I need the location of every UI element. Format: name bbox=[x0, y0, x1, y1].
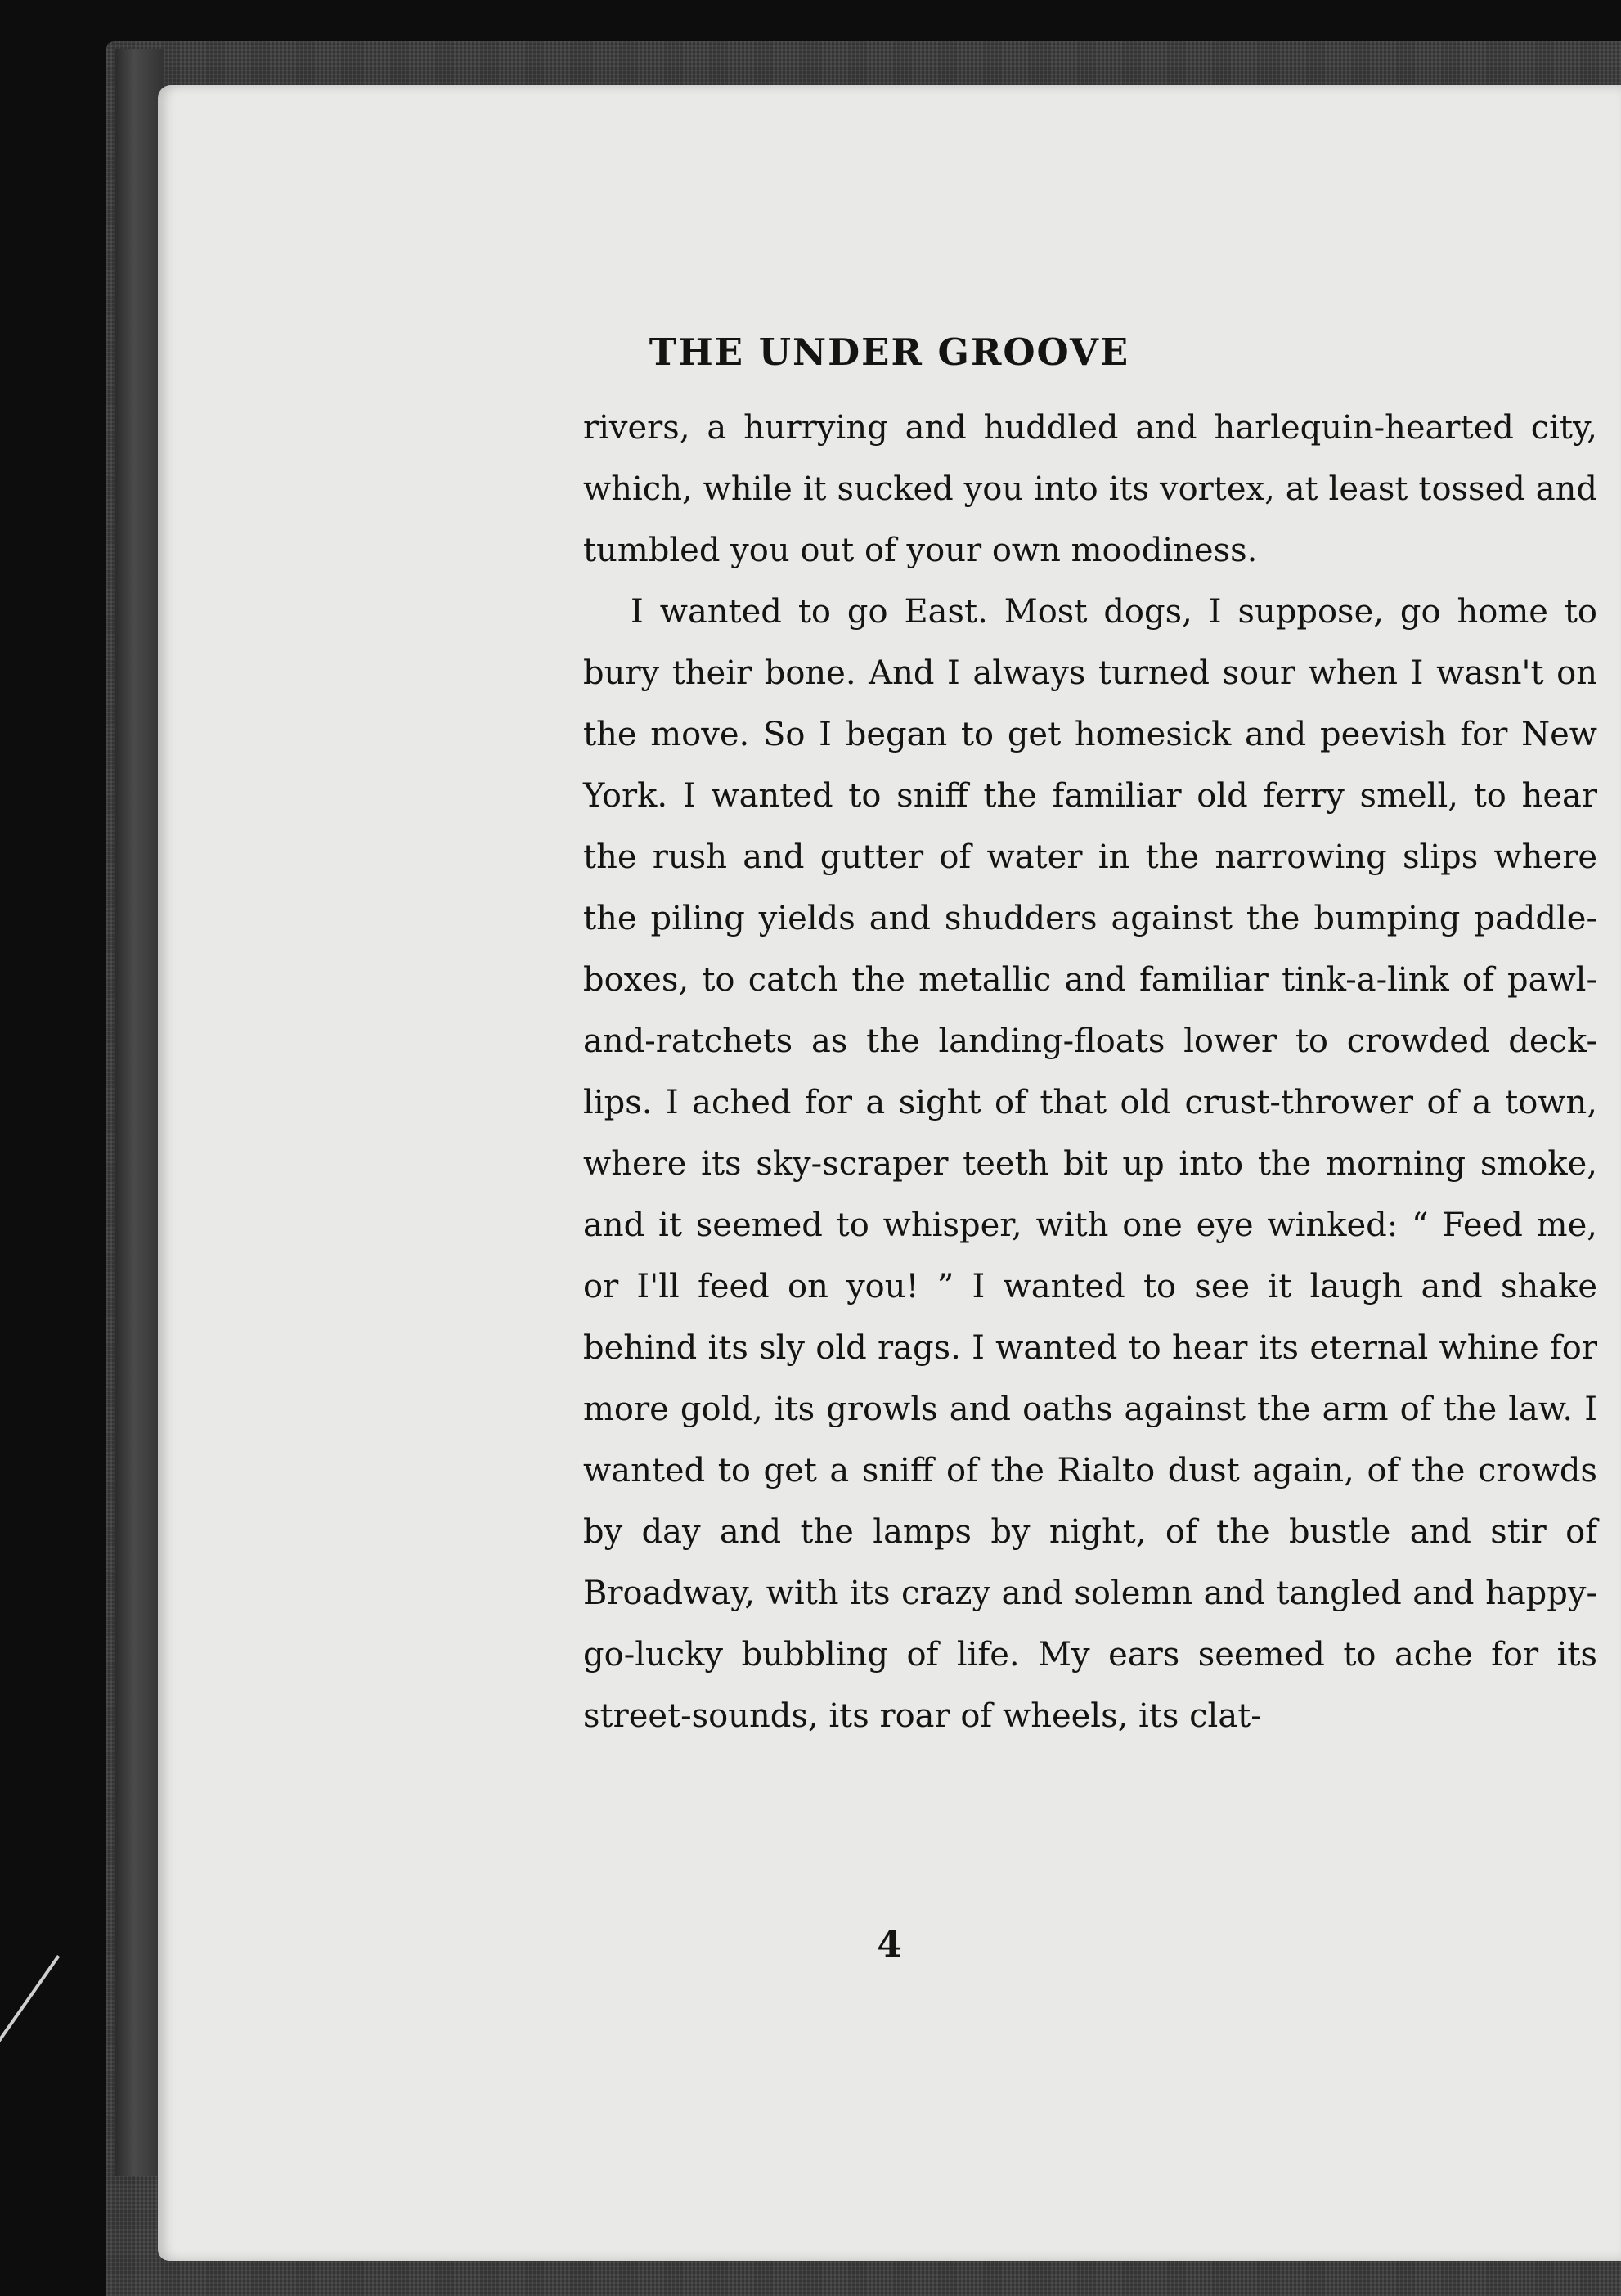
running-head: THE UNDER GROOVE bbox=[649, 330, 1130, 374]
paragraph: rivers, a hurrying and huddled and harlequin-hearted city, which, while it sucked you into its vortex, at least tossed and tumbled you out of your own moodiness. bbox=[583, 409, 1597, 569]
paragraph: I wanted to go East. Most dogs, I suppose, go home to bury their bone. And I always turned sour when I wasn't on the move. So I began to get homesick and peevish for New York. I wanted to sniff the familiar old ferry smell, to hear the rush and gutter of water in the narrowing slips where the piling yields and shudders against the bumping paddle-boxes, to catch the metallic and familiar tink-a-link of pawl-and-ratchets as the landing-floats lower to crowded deck-lips. I ached for a sight of that old crust-thrower of a town, where its sky-scraper teeth bit up into the morning smoke, and it seemed to whisper, with one eye winked: “ Feed me, or I'll feed on you! ” I wanted to see it laugh and shake behind its sly old rags. I wanted to hear its eternal whine for more gold, its growls and oaths against the arm of the law. I wanted to get a sniff of the Rialto dust again, of the crowds by day and the lamps by night, of the bustle and stir of Broadway, with its crazy and solemn and tangled and happy-go-lucky bubbling of life. My ears seemed to ache for its street-sounds, its roar of wheels, its clat- bbox=[583, 593, 1597, 1735]
page-sheet bbox=[158, 85, 1621, 2261]
page-number: 4 bbox=[877, 1924, 902, 1966]
book-spine-edge bbox=[115, 49, 164, 2176]
body-text bbox=[583, 398, 1597, 1747]
scan-artifact bbox=[0, 1955, 60, 2078]
